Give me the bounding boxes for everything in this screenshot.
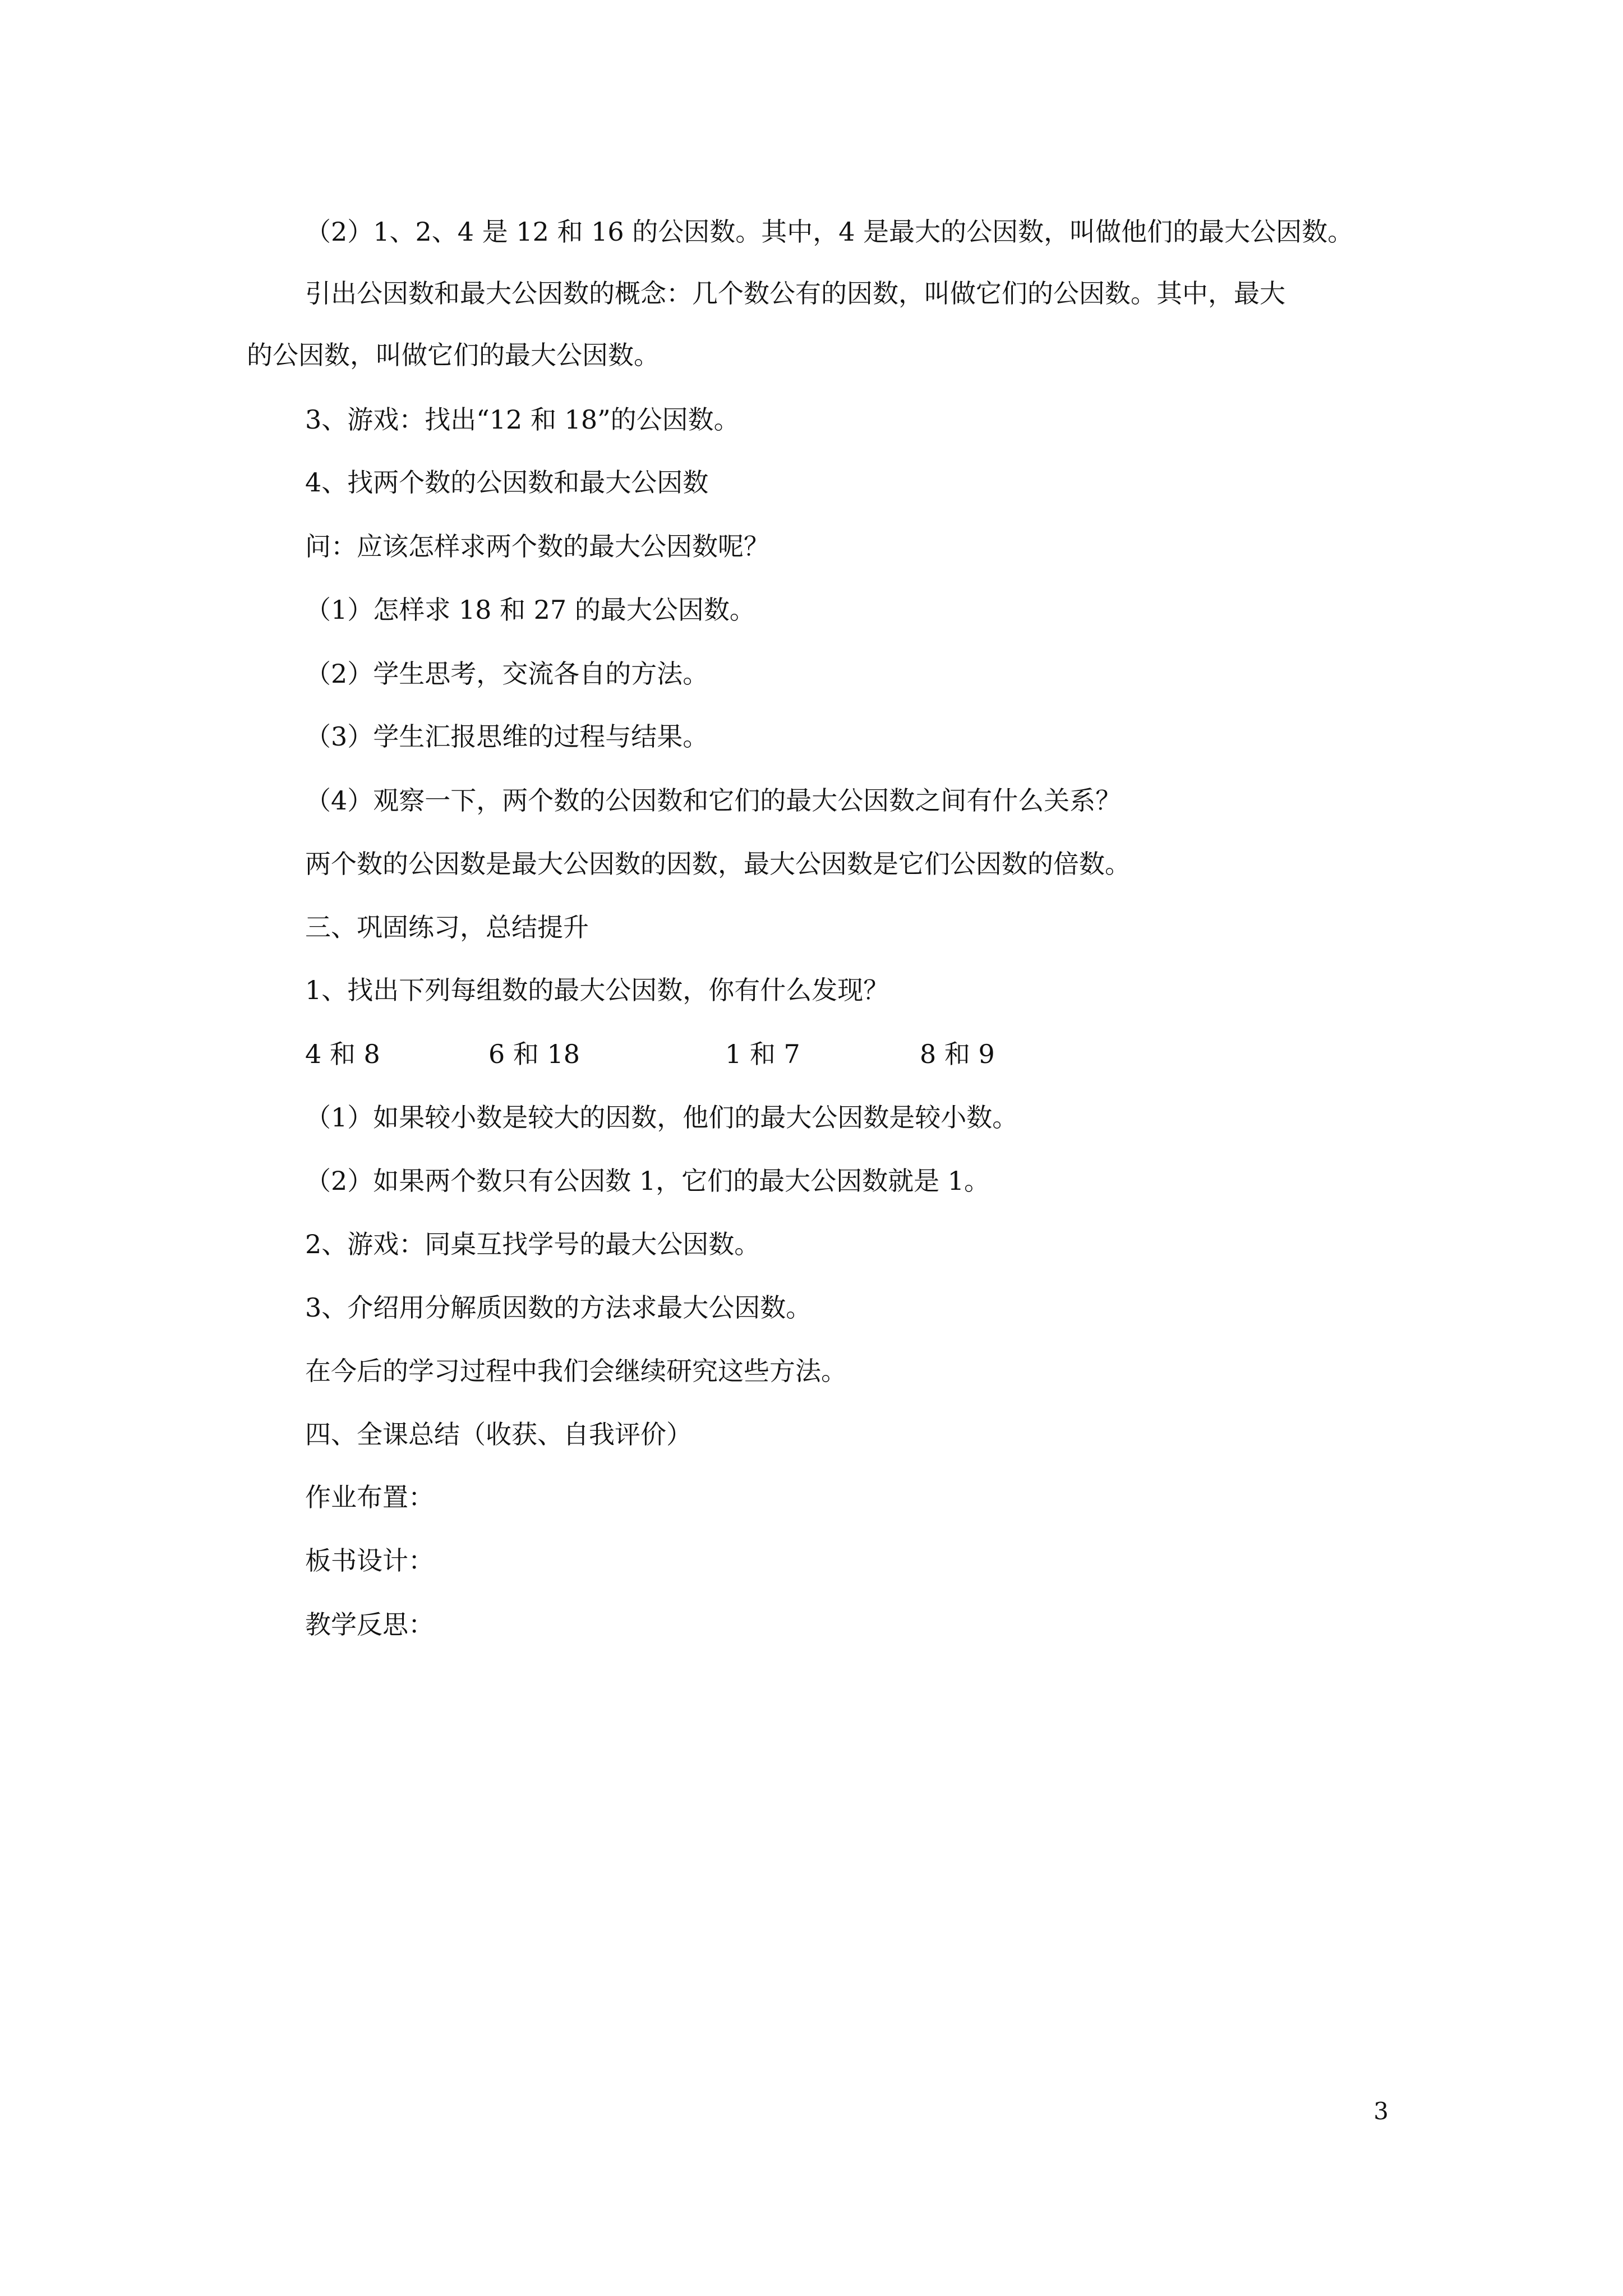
list-item-1: （1）怎样求 18 和 27 的最大公因数。: [305, 595, 755, 625]
number-group-item: 6 和 18: [488, 1039, 580, 1069]
paragraph-definition-line-2: 的公因数，叫做它们的最大公因数。: [247, 340, 660, 370]
finding-item-1: （1）如果较小数是较大的因数，他们的最大公因数是较小数。: [305, 1102, 1018, 1133]
paragraph-game-12-18: 3、游戏：找出“12 和 18”的公因数。: [305, 404, 740, 435]
section-heading-find-gcf: 4、找两个数的公因数和最大公因数: [305, 467, 709, 498]
exercise-prompt: 1、找出下列每组数的最大公因数，你有什么发现？: [305, 975, 889, 1005]
label-homework: 作业布置：: [305, 1482, 434, 1512]
label-teaching-reflection: 教学反思：: [305, 1609, 434, 1640]
paragraph-game-student-numbers: 2、游戏：同桌互找学号的最大公因数。: [305, 1229, 760, 1259]
section-heading-summary: 四、全课总结（收获、自我评价）: [305, 1419, 692, 1450]
paragraph-prime-factorization: 3、介绍用分解质因数的方法求最大公因数。: [305, 1292, 812, 1323]
paragraph-future-study: 在今后的学习过程中我们会继续研究这些方法。: [305, 1356, 847, 1386]
paragraph-relationship: 两个数的公因数是最大公因数的因数，最大公因数是它们公因数的倍数。: [305, 849, 1131, 879]
label-board-design: 板书设计：: [305, 1545, 434, 1576]
paragraph-common-factors-12-16: （2）1、2、4 是 12 和 16 的公因数。其中，4 是最大的公因数，叫做他们的最大公因数。: [305, 217, 1354, 247]
page-number: 3: [1373, 2097, 1389, 2125]
paragraph-definition-line-1: 引出公因数和最大公因数的概念：几个数公有的因数，叫做它们的公因数。其中，最大: [305, 278, 1285, 309]
paragraph-question: 问：应该怎样求两个数的最大公因数呢？: [305, 531, 769, 562]
list-item-3: （3）学生汇报思维的过程与结果。: [305, 721, 709, 752]
number-group-item: 4 和 8: [305, 1039, 380, 1069]
finding-item-2: （2）如果两个数只有公因数 1，它们的最大公因数就是 1。: [305, 1166, 990, 1196]
number-group-item: 1 和 7: [725, 1039, 800, 1069]
number-groups-row: [305, 1037, 1427, 1071]
list-item-4: （4）观察一下，两个数的公因数和它们的最大公因数之间有什么关系？: [305, 785, 1122, 816]
list-item-2: （2）学生思考，交流各自的方法。: [305, 659, 709, 689]
section-heading-practice: 三、巩固练习，总结提升: [305, 912, 589, 942]
number-group-item: 8 和 9: [920, 1039, 995, 1069]
